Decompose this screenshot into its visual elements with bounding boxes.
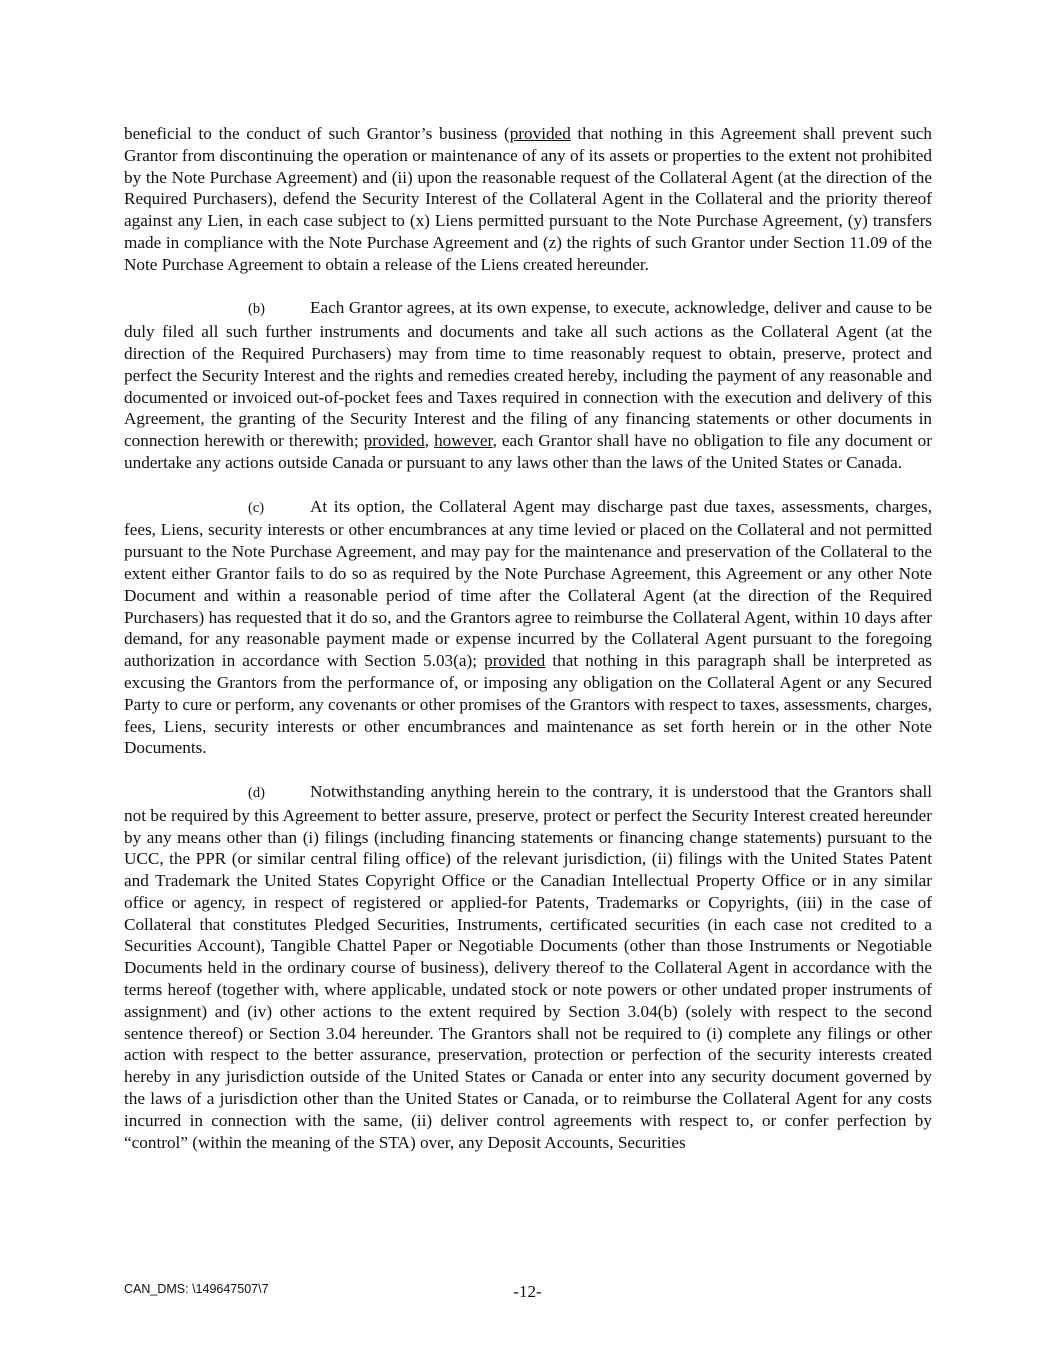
footer-doc-id: CAN_DMS: \149647507\7 — [124, 1282, 269, 1296]
paragraph-d-text-1: Notwithstanding anything herein to the contrary, it is understood that the Grantors shall not be required by this Agreement to better assure, preserve, protect or perfect the Security Interest created hereunder by any means other than (i) filings (including financing statements or financing change statements) pursuant to the UCC, the PPR (or similar central filing office) of the relevant jurisdiction, (ii) filings with the United States Patent and Trademark the United States Copyright Office or the Canadian Intellectual Property Office or in any similar office or agency, in respect of registered or applied-for Patents, Trademarks or Copyrights, (iii) in the case of Collateral that constitutes Pledged Securities, Instruments, certificated securities (in each case not credited to a Securities Account), Tangible Chattel Paper or Negotiable Documents (other than those Instruments or Negotiable Documents held in the ordinary course of business), delivery thereof to the Collateral Agent in accordance with the terms hereof (together with, where applicable, undated stock or note powers or other undated proper instruments of assignment) and (iv) other actions to the extent required by Section 3.04(b) (solely with respect to the second sentence thereof) or Section 3.04 hereunder. The Grantors shall not be required to (i) complete any filings or other action with respect to the better assurance, preservation, protection or perfection of the security interests created hereby in any jurisdiction outside of the United States or Canada or enter into any security document governed by the laws of a jurisdiction other than the United States or Canada, or to reimburse the Collateral Agent for any costs incurred in connection with the same, (ii) deliver control agreements with respect to, or confer perfection by “control” (within the meaning of the STA) over, any Deposit Accounts, Securities — [124, 781, 932, 1152]
however-term: however — [434, 431, 493, 451]
paragraph-b — [124, 297, 932, 473]
paragraph-b-text-1: Each Grantor agrees, at its own expense, to execute, acknowledge, deliver and cause to be duly filed all such further instruments and documents and take all such actions as the Collateral Agent (at the direction of the Required Purchasers) may from time to time reasonably request to obtain, preserve, protect and perfect the Security Interest and the rights and remedies created hereby, including the payment of any reasonable and documented or invoiced out-of-pocket fees and Taxes required in connection with the execution and delivery of this Agreement, the granting of the Security Interest and the filing of any financing statements or other documents in connection herewith or therewith; — [124, 298, 932, 451]
paragraph-c — [124, 496, 932, 760]
paragraph-intro — [124, 123, 932, 276]
paragraph-d-marker: (d) — [248, 784, 265, 801]
paragraph-d — [124, 781, 932, 1154]
paragraph-intro-text-2: that nothing in this Agreement shall prevent such Grantor from discontinuing the operation or maintenance of any of its assets or properties to the extent not prohibited by the Note Purchase Agreement) and (ii) upon the reasonable request of the Collateral Agent (at the direction of the Required Purchasers), defend the Security Interest of the Collateral Agent in the Collateral and the priority thereof against any Lien, in each case subject to (x) Liens permitted pursuant to the Note Purchase Agreement, (y) transfers made in compliance with the Note Purchase Agreement and (z) the rights of such Grantor under Section 11.09 of the Note Purchase Agreement to obtain a release of the Liens created hereunder. — [124, 124, 933, 274]
paragraph-c-text-1: At its option, the Collateral Agent may discharge past due taxes, assessments, charges, fees, Liens, security interests or other encumbrances at any time levied or placed on the Collateral and not permitted pursuant to the Note Purchase Agreement, and may pay for the maintenance and preservation of the Collateral to the extent either Grantor fails to do so as required by the Note Purchase Agreement, this Agreement or any other Note Document and within a reasonable period of time after the Collateral Agent (at the direction of the Required Purchasers) has requested that it do so, and the Grantors agree to reimburse the Collateral Agent, within 10 days after demand, for any reasonable payment made or expense incurred by the Collateral Agent pursuant to the foregoing authorization in accordance with Section 5.03(a); — [124, 496, 932, 671]
paragraph-intro-text-1: beneficial to the conduct of such Grantor’s business ( — [124, 124, 510, 143]
paragraph-c-marker: (c) — [248, 499, 265, 516]
provided-term: provided — [363, 431, 425, 451]
paragraph-c-text-2: that nothing in this paragraph shall be interpreted as excusing the Grantors from the performance of, or imposing any obligation on the Collateral Agent or any Secured Party to cure or perform, any covenants or other promises of the Grantors with respect to taxes, assessments, charges, fees, Liens, security interests or other encumbrances and maintenance as set forth herein or in the other Note Documents. — [124, 651, 932, 758]
paragraph-b-text-2: , — [424, 431, 435, 451]
provided-term: provided — [509, 124, 571, 143]
paragraph-b-marker: (b) — [248, 301, 265, 318]
document-body — [124, 123, 932, 1175]
paragraph-b-text-3: , each Grantor shall have no obligation to file any document or undertake any actions outside Canada or pursuant to any laws other than the laws of the United States or Canada. — [124, 431, 932, 472]
provided-term: provided — [484, 651, 546, 671]
page-number: -12- — [513, 1282, 542, 1301]
